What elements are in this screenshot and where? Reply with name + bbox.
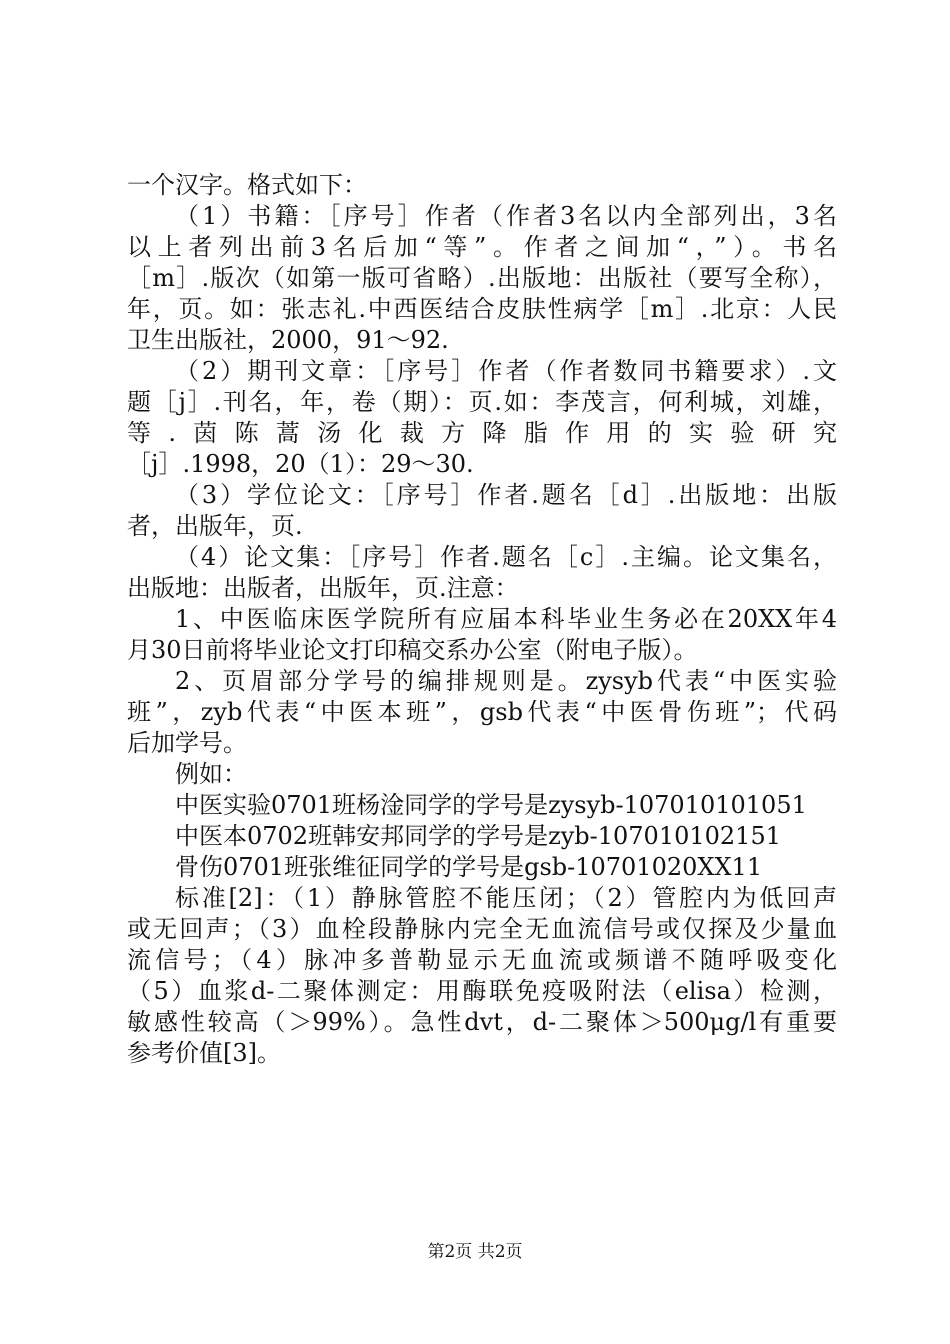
text-line: （4）论文集：［序号］作者.题名［c］.主编。论文集名，	[175, 543, 837, 571]
text-line: 2、页眉部分学号的编排规则是。zysyb代表“中医实验	[175, 667, 837, 695]
text-line: 参考价值[3]。	[127, 1039, 281, 1067]
text-line: 出版地：出版者，出版年，页.注意：	[127, 574, 519, 602]
text-line: 年，页。如：张志礼.中西医结合皮肤性病学［m］.北京：人民	[127, 295, 837, 323]
text-line: 流信号；（4）脉冲多普勒显示无血流或频谱不随呼吸变化	[127, 946, 837, 974]
text-line: （2）期刊文章：［序号］作者（作者数同书籍要求）.文	[175, 357, 837, 385]
text-line: 标准[2]：（1）静脉管腔不能压闭；（2）管腔内为低回声	[175, 884, 837, 912]
text-line: 例如：	[175, 760, 247, 788]
text-line: ［m］.版次（如第一版可省略）.出版地：出版社（要写全称），	[127, 264, 837, 292]
text-line: 班”，zyb代表“中医本班”，gsb代表“中医骨伤班”；代码	[127, 698, 837, 726]
text-line: 或无回声；（3）血栓段静脉内完全无血流信号或仅探及少量血	[127, 915, 837, 943]
text-line: 以上者列出前3名后加“等”。作者之间加“，”）。书名	[127, 233, 837, 261]
text-line: （1）书籍：［序号］作者（作者3名以内全部列出，3名	[175, 202, 837, 230]
text-line: 一个汉字。格式如下：	[127, 171, 367, 199]
text-line: 者，出版年，页.	[127, 512, 303, 540]
text-line: 骨伤0701班张维征同学的学号是gsb-10701020XX11	[175, 853, 763, 881]
page-footer	[0, 1241, 950, 1263]
document-body	[127, 170, 837, 1069]
text-line: 卫生出版社，2000，91～92.	[127, 326, 449, 354]
text-line: 中医本0702班韩安邦同学的学号是zyb-107010102151	[175, 822, 781, 850]
text-line: 月30日前将毕业论文打印稿交系办公室（附电子版）。	[127, 636, 698, 664]
text-line: 敏感性较高（＞99%）。急性dvt，d-二聚体＞500μg/l有重要	[127, 1008, 837, 1036]
text-line: 等.茵陈蒿汤化裁方降脂作用的实验研究	[127, 419, 837, 447]
text-line: 后加学号。	[127, 729, 247, 757]
text-line: （3）学位论文：［序号］作者.题名［d］.出版地：出版	[175, 481, 837, 509]
text-line: 题［j］.刊名，年，卷（期）：页.如：李茂言，何利城，刘雄，	[127, 388, 837, 416]
text-line: 1、中医临床医学院所有应届本科毕业生务必在20XX年4	[175, 605, 837, 633]
text-line: （5）血浆d-二聚体测定：用酶联免疫吸附法（elisa）检测，	[127, 977, 837, 1005]
text-line: ［j］.1998，20（1）：29～30.	[127, 450, 474, 478]
page-number: 第2页 共2页	[427, 1242, 523, 1262]
text-line: 中医实验0701班杨淦同学的学号是zysyb-107010101051	[175, 791, 807, 819]
